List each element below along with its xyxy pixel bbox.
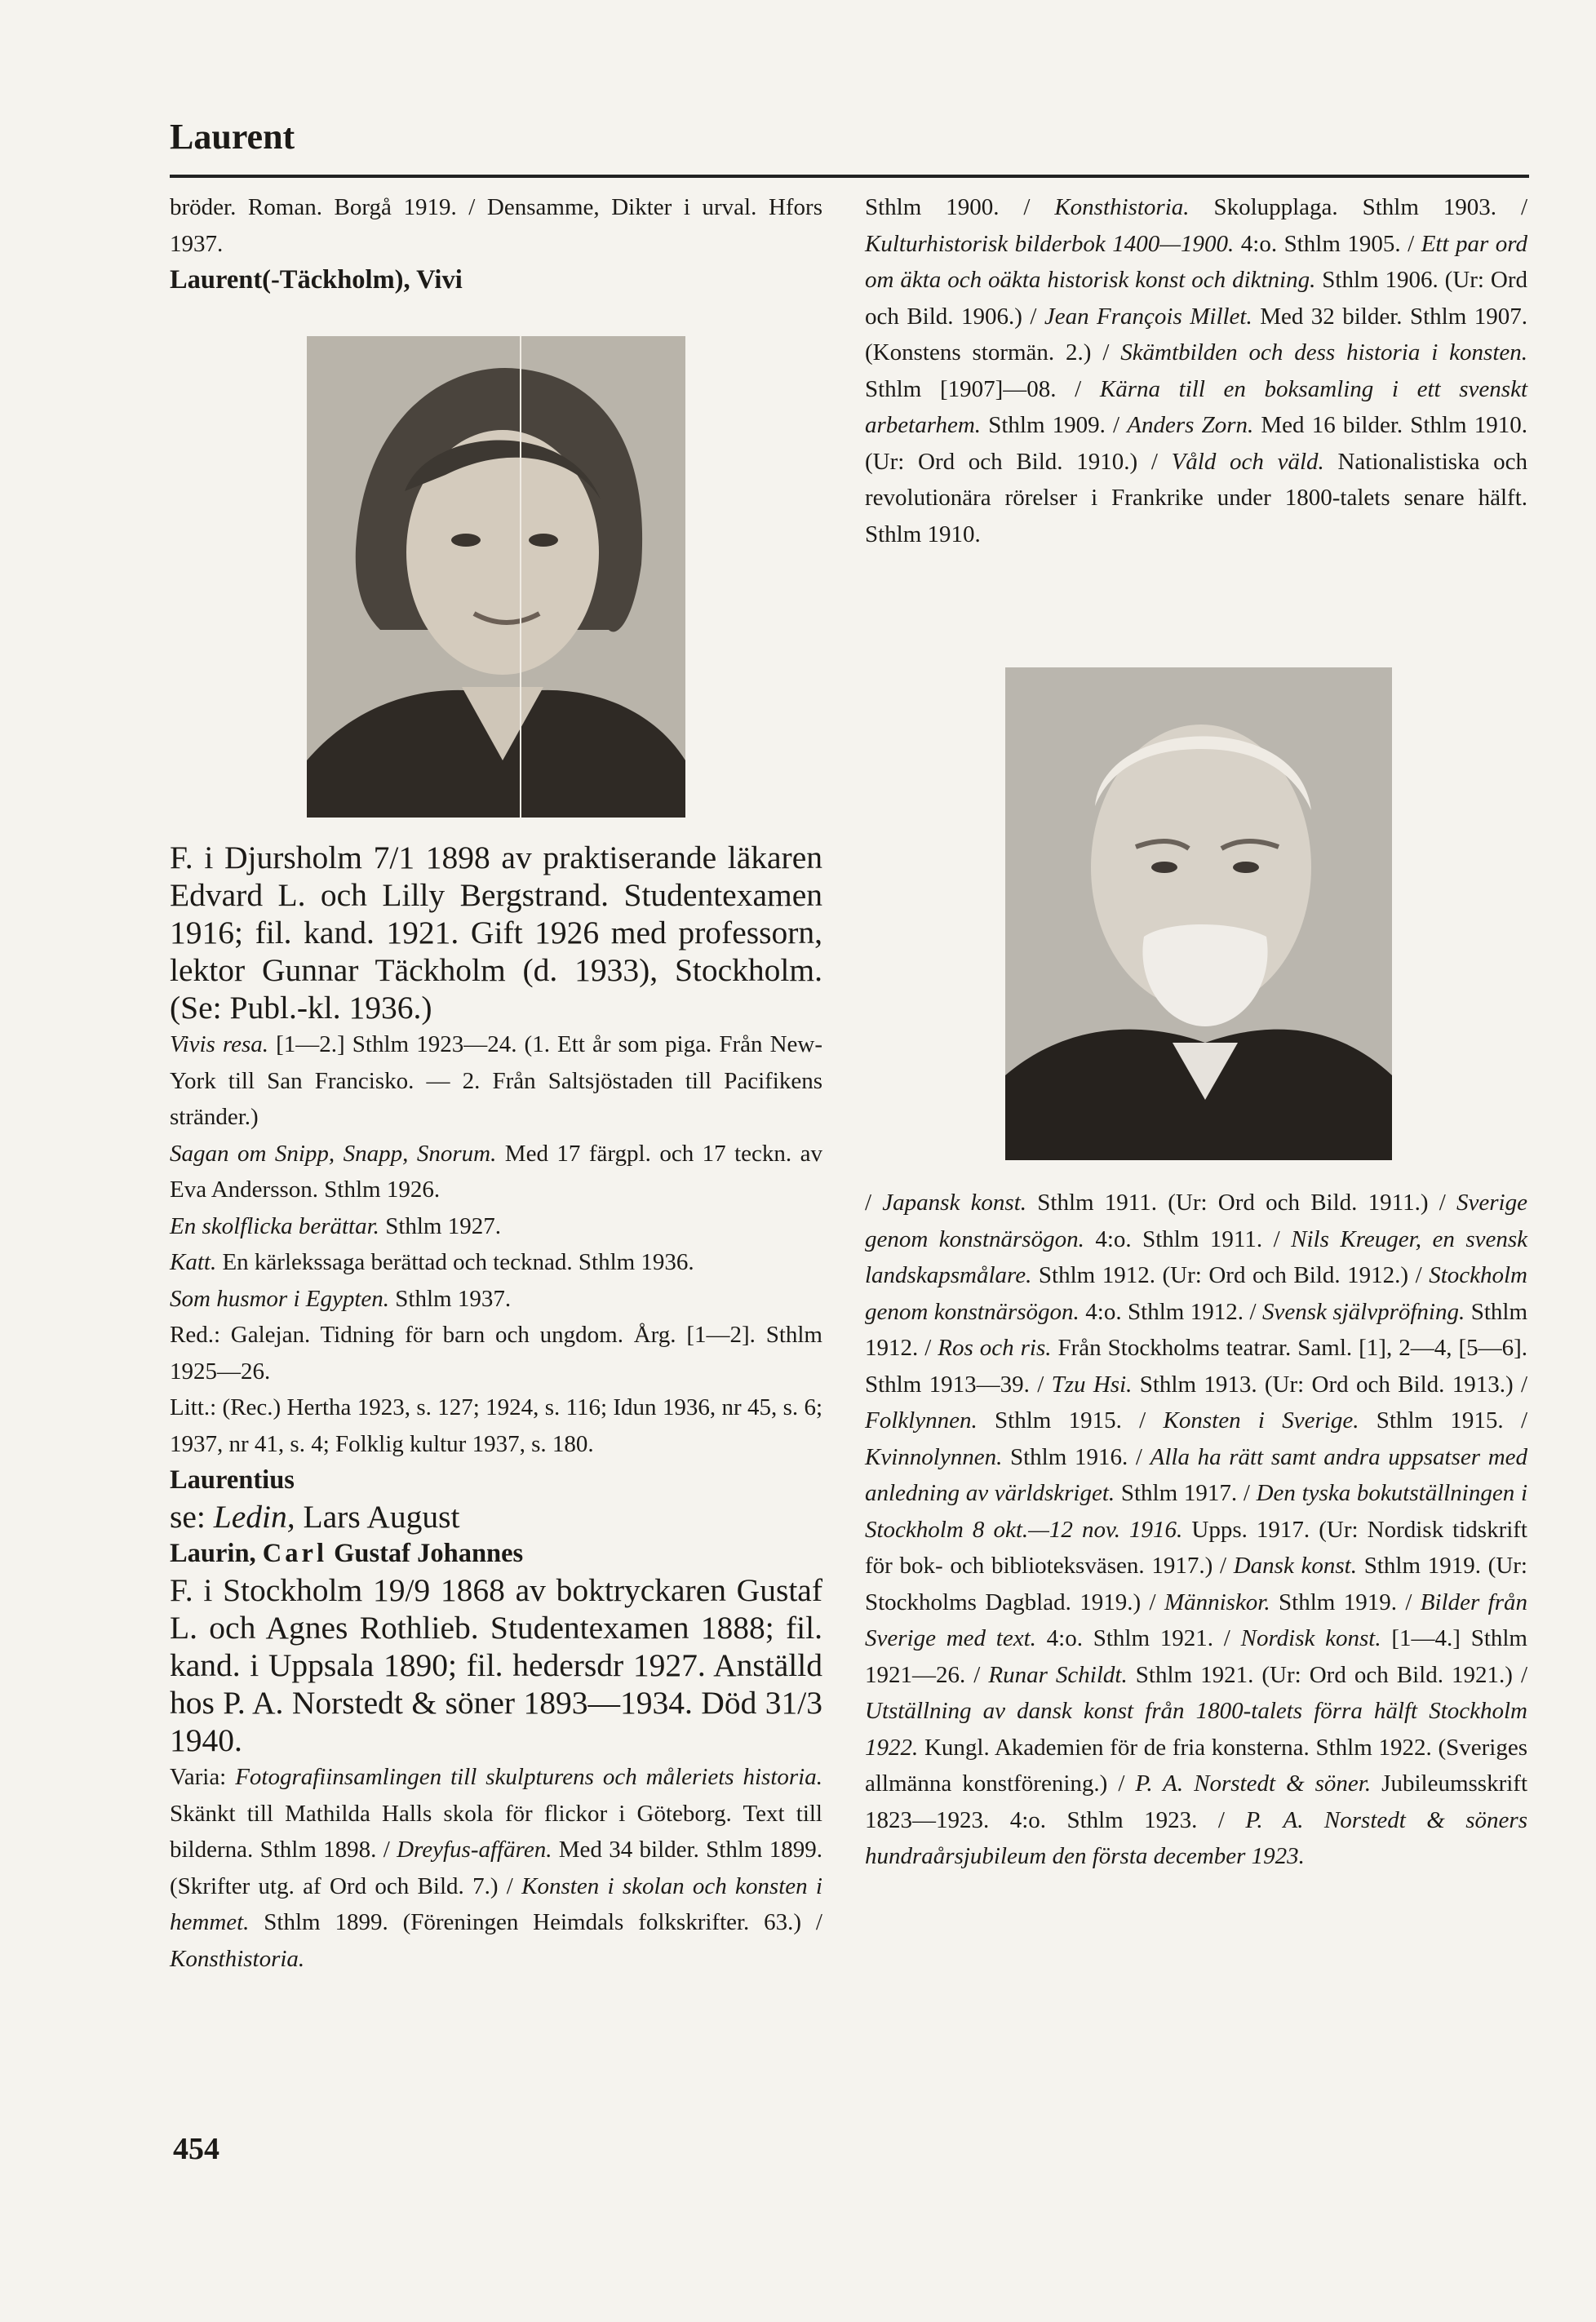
t: Sthlm 1912. (Ur: Ord och Bild. 1912.) / [1031, 1262, 1430, 1288]
work-title: P. A. Norstedt & söner. [1135, 1770, 1372, 1797]
vivi-bio: F. i Djursholm 7/1 1898 av praktiserande läkaren Edvard L. och Lilly Bergstrand. Studentexamen 1916; fil. kand. 1921. Gift 1926 med professorn, lektor Gunnar Täckholm (d. 1933), Stockholm. (Se: Publ.-kl. 1936.) [170, 840, 822, 1026]
work-title: Japansk konst. [882, 1190, 1027, 1216]
work-details: Sthlm 1937. [389, 1285, 512, 1312]
work-details: Sthlm 1927. [379, 1212, 501, 1239]
work-title: Nordisk konst. [1240, 1625, 1381, 1651]
t: 4:o. Sthlm 1911. / [1084, 1225, 1292, 1252]
laurin-works-continued [865, 189, 1527, 552]
vivi-work-1 [170, 1026, 822, 1136]
work-details: En kärlekssaga berättad och tecknad. Sthlm 1936. [216, 1249, 694, 1275]
t: Sthlm 1915. / [977, 1407, 1164, 1434]
portrait-carl-laurin [1005, 667, 1392, 1160]
t: Sthlm [1907]—08. / [865, 375, 1100, 402]
vivi-work-2 [170, 1136, 822, 1208]
work-title: Konsten i skolan och konsten i hemmet. [170, 1872, 822, 1935]
t: Sthlm 1915. / [1359, 1407, 1528, 1434]
work-title: P. A. Norstedt & söners hundraårsjubileum den första december 1923. [865, 1806, 1527, 1869]
work-title: Runar Schildt. [988, 1661, 1128, 1688]
work-title: Tzu Hsi. [1051, 1371, 1133, 1398]
work-title: Folklynnen. [865, 1407, 978, 1434]
left-column-top [170, 189, 822, 298]
running-head: Laurent [170, 117, 295, 157]
work-title: Ett par ord om äkta och oäkta historisk konst och diktning. [865, 230, 1527, 293]
work-title: Kärna till en boksamling i ett svenskt arbetarhem. [865, 375, 1527, 438]
work-title: Konsthistoria. [1054, 194, 1190, 220]
work-details: Skänkt till Mathilda Halls skola för flickor i Göteborg. Text till bilderna. Sthlm 1898. / [170, 1800, 822, 1863]
t: Sthlm 1900. / [865, 194, 1055, 220]
t: [1—4.] Sthlm 1921—26. / [865, 1625, 1527, 1688]
work-title: Kulturhistorisk bilderbok 1400—1900. [865, 230, 1235, 257]
work-title: Stockholm genom konstnärsögon. [865, 1262, 1527, 1325]
work-title: Svensk självpröfning. [1261, 1298, 1465, 1325]
work-title: Alla ha rätt samt andra uppsatser med anledning av världskriget. [865, 1443, 1528, 1506]
heading-rest: Gustaf Johannes [326, 1539, 524, 1568]
laurin-works-continued-2 [865, 1185, 1527, 1875]
work-title: Dansk konst. [1233, 1553, 1357, 1579]
vivi-work-3 [170, 1208, 822, 1245]
laurin-bio: F. i Stockholm 19/9 1868 av boktryckaren Gustaf L. och Agnes Rothlieb. Studentexamen 1888; fil. kand. i Uppsala 1890; fil. hedersdr 1927. Anställd hos P. A. Norstedt & söner 1893—1934. Död 31/3 1940. [170, 1572, 822, 1758]
work-title: Anders Zorn. [1127, 412, 1254, 438]
work-details: [1—2.] Sthlm 1923—24. (1. Ett år som piga. Från New-York till San Francisko. — 2. Från Saltsjöstaden till Pacifikens stränder.) [170, 1031, 822, 1130]
t: 4:o. Sthlm 1905. / [1234, 230, 1421, 257]
t: Sthlm 1916. / [1002, 1443, 1150, 1470]
work-title: Som husmor i Egypten. [170, 1285, 390, 1312]
varia-label: Varia: [170, 1764, 236, 1790]
work-title: Den tyska bokutställningen i Stockholm 8 okt.—12 nov. 1916. [865, 1480, 1527, 1543]
t: / [865, 1190, 883, 1216]
entry-heading-laurin [170, 1535, 822, 1571]
work-title: Fotografiinsamlingen till skulpturens och måleriets historia. [235, 1764, 822, 1790]
work-title: Utställning av dansk konst från 1800-talets förra hälft Stockholm 1922. [865, 1698, 1527, 1761]
work-title: Skämtbilden och dess historia i konsten. [1120, 339, 1527, 366]
t: Nationalistiska och revolutionära rörelser i Frankrike under 1800-talets senare hälft. Sthlm 1910. [865, 448, 1527, 547]
work-details: Med 17 färgpl. och 17 teckn. av Eva Andersson. Sthlm 1926. [170, 1140, 823, 1203]
t: Med 16 bilder. Sthlm 1910. (Ur: Ord och Bild. 1910.) / [865, 412, 1528, 475]
t: Sthlm 1919. / [1270, 1589, 1421, 1615]
work-title: Sverige genom konstnärsögon. [865, 1190, 1527, 1252]
portrait-vivi-laurent [307, 336, 685, 818]
vivi-work-4 [170, 1244, 822, 1281]
continued-entry: bröder. Roman. Borgå 1919. / Densamme, Dikter i urval. Hfors 1937. [170, 194, 822, 257]
right-column-bottom [865, 1185, 1527, 1875]
see-surname: Ledin, [213, 1499, 295, 1535]
t: Sthlm 1909. / [981, 412, 1128, 438]
heading-callname: Carl [262, 1539, 327, 1568]
t: Kungl. Akademien för de fria konsterna. Sthlm 1922. (Sveriges allmänna konstförening.) / [865, 1734, 1527, 1797]
vivi-red: Red.: Galejan. Tidning för barn och ungdom. Årg. [1—2]. Sthlm 1925—26. [170, 1322, 822, 1385]
t: 4:o. Sthlm 1921. / [1035, 1625, 1241, 1651]
work-title: Konsten i Sverige. [1163, 1407, 1359, 1434]
heading-surname: Laurin, [170, 1539, 263, 1568]
laurentius-see [170, 1498, 822, 1535]
entry-heading-vivi: Laurent(-Täckholm), Vivi [170, 265, 463, 295]
t: Sthlm 1912. / [865, 1298, 1527, 1361]
t: Sthlm 1913. (Ur: Ord och Bild. 1913.) / [1132, 1371, 1527, 1398]
work-title: Ros och ris. [938, 1335, 1052, 1361]
left-column-main [170, 839, 822, 1977]
work-title: Katt. [170, 1249, 217, 1275]
entry-heading-laurentius: Laurentius [170, 1465, 295, 1495]
work-title: Dreyfus-affären. [397, 1837, 552, 1863]
work-title: Kvinnolynnen. [865, 1443, 1003, 1470]
see-given: Lars August [295, 1499, 460, 1535]
t: Med 32 bilder. Sthlm 1907. (Konstens stormän. 2.) / [865, 303, 1527, 366]
work-title: Sagan om Snipp, Snapp, Snorum. [170, 1140, 497, 1167]
t: Upps. 1917. (Ur: Nordisk tidskrift för bok- och biblioteksväsen. 1917.) / [865, 1516, 1527, 1579]
t: Sthlm 1919. (Ur: Stockholms Dagblad. 1919.) / [865, 1553, 1527, 1615]
work-title: Människor. [1164, 1589, 1270, 1615]
work-title: En skolflicka berättar. [170, 1212, 379, 1239]
t: Sthlm 1906. (Ur: Ord och Bild. 1906.) / [865, 267, 1528, 330]
t: 4:o. Sthlm 1912. / [1079, 1298, 1262, 1325]
t: Sthlm 1911. (Ur: Ord och Bild. 1911.) / [1026, 1190, 1457, 1216]
t: Sthlm 1917. / [1115, 1480, 1257, 1506]
work-details: Med 34 bilder. Sthlm 1899. (Skrifter utg. af Ord och Bild. 7.) / [170, 1837, 822, 1899]
vivi-work-5 [170, 1281, 822, 1318]
work-title: Konsthistoria. [170, 1945, 305, 1972]
right-column-top [865, 189, 1527, 552]
page-number: 454 [173, 2132, 219, 2166]
laurin-varia [170, 1759, 822, 1977]
work-title: Nils Kreuger, en svensk landskapsmålare. [865, 1225, 1528, 1288]
t: Från Stockholms teatrar. Saml. [1], 2—4, [5—6]. Sthlm 1913—39. / [865, 1335, 1528, 1398]
work-title: Jean François Millet. [1044, 303, 1252, 330]
vivi-litt: Litt.: (Rec.) Hertha 1923, s. 127; 1924, s. 116; Idun 1936, nr 45, s. 6; 1937, nr 41, s. 4; Folklig kultur 1937, s. 180. [170, 1394, 822, 1457]
work-title: Vivis resa. [170, 1031, 269, 1057]
t: Sthlm 1921. (Ur: Ord och Bild. 1921.) / [1127, 1661, 1527, 1688]
work-title: Våld och väld. [1171, 448, 1324, 475]
work-details: Sthlm 1899. (Föreningen Heimdals folkskrifter. 63.) / [249, 1909, 822, 1935]
header-rule [170, 175, 1529, 178]
see-label: se: [170, 1499, 214, 1535]
t: Jubileumsskrift 1823—1923. 4:o. Sthlm 1923. / [865, 1770, 1527, 1833]
t: Skolupplaga. Sthlm 1903. / [1189, 194, 1528, 220]
work-title: Bilder från Sverige med text. [865, 1589, 1527, 1651]
